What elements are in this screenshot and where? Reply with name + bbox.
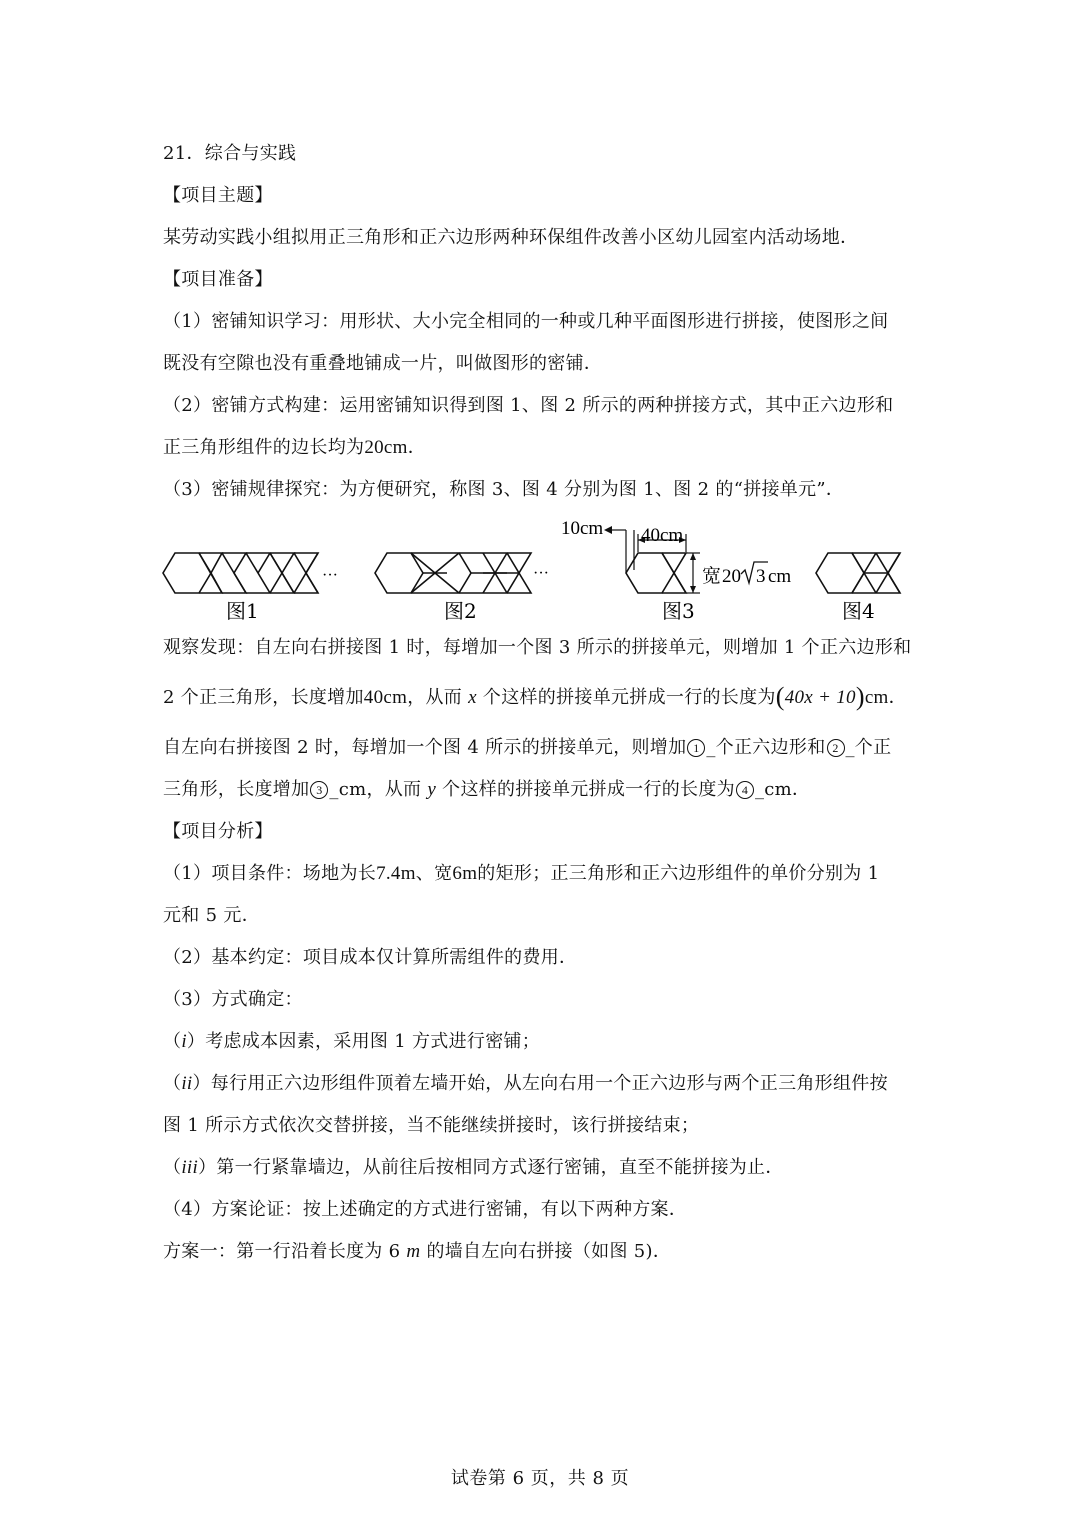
- length-expression: 40x + 10: [784, 687, 856, 708]
- an1-mid: 、宽: [415, 863, 453, 884]
- blank-1-marker: 1: [687, 739, 705, 757]
- length-increase-value: 40cm: [363, 687, 408, 708]
- section-heading-prep: 【项目准备】: [163, 269, 273, 290]
- prep2-line-2-post: ．: [407, 437, 427, 458]
- field-length-value: 7.4m: [376, 863, 416, 884]
- obs2-part-b: ，从而: [407, 687, 463, 708]
- dimension-40cm: 40cm: [641, 525, 684, 546]
- figure-1-tiling: [163, 553, 318, 593]
- dimension-width-prefix: 宽: [702, 565, 722, 587]
- an3-iii-text: ）第一行紧靠墙边，从前往后按相同方式逐行密铺，直至不能拼接为止．: [198, 1157, 784, 1178]
- roman-ii: ii: [181, 1073, 193, 1094]
- obs4-part-d: _cm．: [754, 779, 811, 800]
- analysis3-i-line: （i）考虑成本因素，采用图 1 方式进行密铺；: [163, 1031, 541, 1052]
- dimension-10cm: 10cm: [561, 518, 604, 539]
- observation-line-4: [163, 778, 810, 802]
- an1-pre: （1）项目条件：场地为长: [163, 863, 377, 884]
- figure-1-label: 图1: [226, 599, 259, 623]
- figure-1-ellipsis: ···: [322, 567, 338, 584]
- expr-unit: cm: [864, 687, 889, 708]
- obs3-part-b: _个正六边形和: [706, 737, 826, 758]
- analysis3-ii-line-1: （ii）每行用正六边形组件顶着左墙开始，从左向右用一个正六边形与两个正三角形组件按: [163, 1073, 888, 1094]
- figure-4-unit: [816, 553, 900, 593]
- prep1-line-1: （1）密铺知识学习：用形状、大小完全相同的一种或几种平面图形进行拼接，使图形之间: [163, 311, 889, 332]
- section-heading-analysis: 【项目分析】: [163, 821, 273, 842]
- an1-post: 的矩形；正三角形和正六边形组件的单价分别为 1: [477, 863, 880, 884]
- page-footer: 试卷第 6 页，共 8 页: [450, 1468, 630, 1489]
- blank-3-marker: 3: [310, 781, 328, 799]
- prep2-line-2-pre: 正三角形组件的边长均为: [163, 437, 365, 458]
- observation-line-3: [163, 736, 891, 760]
- plan1-part-a: 方案一：第一行沿着长度为 6: [163, 1241, 407, 1262]
- variable-y: y: [427, 779, 437, 800]
- prep1-line-2: 既没有空隙也没有重叠地铺成一片，叫做图形的密铺．: [163, 353, 603, 374]
- field-width-value: 6m: [452, 863, 478, 884]
- blank-2-marker: 2: [827, 739, 845, 757]
- figure-2-label: 图2: [444, 599, 477, 623]
- figure-4-label: 图4: [842, 599, 875, 623]
- plan1-part-b: 的墙自左向右拼接（如图 5)．: [420, 1241, 672, 1262]
- obs4-part-b: _cm，从而: [329, 779, 422, 800]
- variable-m: m: [406, 1241, 421, 1262]
- obs4-part-a: 三角形，长度增加: [163, 779, 310, 800]
- expr-open-paren: (: [775, 682, 785, 711]
- observation-line-1: 观察发现：自左向右拼接图 1 时，每增加一个图 3 所示的拼接单元，则增加 1 个正六边形和: [163, 637, 912, 658]
- variable-x: x: [468, 687, 477, 708]
- tiling-figures: [0, 510, 1080, 630]
- dimension-width-coef: 20: [722, 566, 741, 587]
- obs2-part-c: 个这样的拼接单元拼成一行的长度为: [482, 687, 776, 708]
- figure-3-label: 图3: [662, 599, 695, 623]
- analysis1-line-1: [163, 862, 879, 886]
- roman-iii: iii: [181, 1157, 199, 1178]
- an3-i-text: ）考虑成本因素，采用图 1 方式进行密铺；: [186, 1031, 541, 1052]
- an3-ii-text-a: ）每行用正六边形组件顶着左墙开始，从左向右用一个正六边形与两个正三角形组件按: [192, 1073, 888, 1094]
- analysis3-iii-line: （iii）第一行紧靠墙边，从前往后按相同方式逐行密铺，直至不能拼接为止．: [163, 1157, 784, 1178]
- expr-close-paren: ): [855, 682, 865, 711]
- observation-line-2: [163, 682, 907, 711]
- obs2-end: ．: [888, 687, 907, 708]
- obs4-part-c: 个这样的拼接单元拼成一行的长度为: [442, 779, 735, 800]
- analysis1-line-2: 元和 5 元．: [163, 905, 260, 926]
- analysis2-line: （2）基本约定：项目成本仅计算所需组件的费用．: [163, 947, 578, 968]
- dimension-width-radicand: 3: [756, 566, 766, 587]
- plan1-line: [163, 1240, 671, 1264]
- side-length-value: 20cm: [364, 437, 408, 458]
- analysis3-line: （3）方式确定：: [163, 989, 303, 1010]
- blank-4-marker: 4: [736, 781, 754, 799]
- analysis4-line: （4）方案论证：按上述确定的方式进行密铺，有以下两种方案．: [163, 1199, 688, 1220]
- obs3-part-c: _个正: [845, 737, 892, 758]
- prep3-line: （3）密铺规律探究：为方便研究，称图 3、图 4 分别为图 1、图 2 的“拼接单元”．: [163, 479, 845, 500]
- roman-i: i: [181, 1031, 187, 1052]
- analysis3-ii-line-2: 图 1 所示方式依次交替拼接，当不能继续拼接时，该行拼接结束；: [163, 1115, 700, 1136]
- theme-text: 某劳动实践小组拟用正三角形和正六边形两种环保组件改善小区幼儿园室内活动场地．: [163, 227, 859, 248]
- obs3-part-a: 自左向右拼接图 2 时，每增加一个图 4 所示的拼接单元，则增加: [163, 737, 687, 758]
- section-heading-theme: 【项目主题】: [163, 185, 273, 206]
- figure-2-ellipsis: ···: [533, 565, 549, 582]
- dimension-width-unit: cm: [768, 566, 792, 587]
- obs2-part-a: 2 个正三角形，长度增加: [163, 687, 364, 708]
- prep2-line-1: （2）密铺方式构建：运用密铺知识得到图 1、图 2 所示的两种拼接方式，其中正六边形和: [163, 395, 894, 416]
- figure-2-tiling: [375, 553, 531, 593]
- prep2-line-2: [163, 436, 426, 460]
- question-number-title: 21．综合与实践: [163, 143, 297, 164]
